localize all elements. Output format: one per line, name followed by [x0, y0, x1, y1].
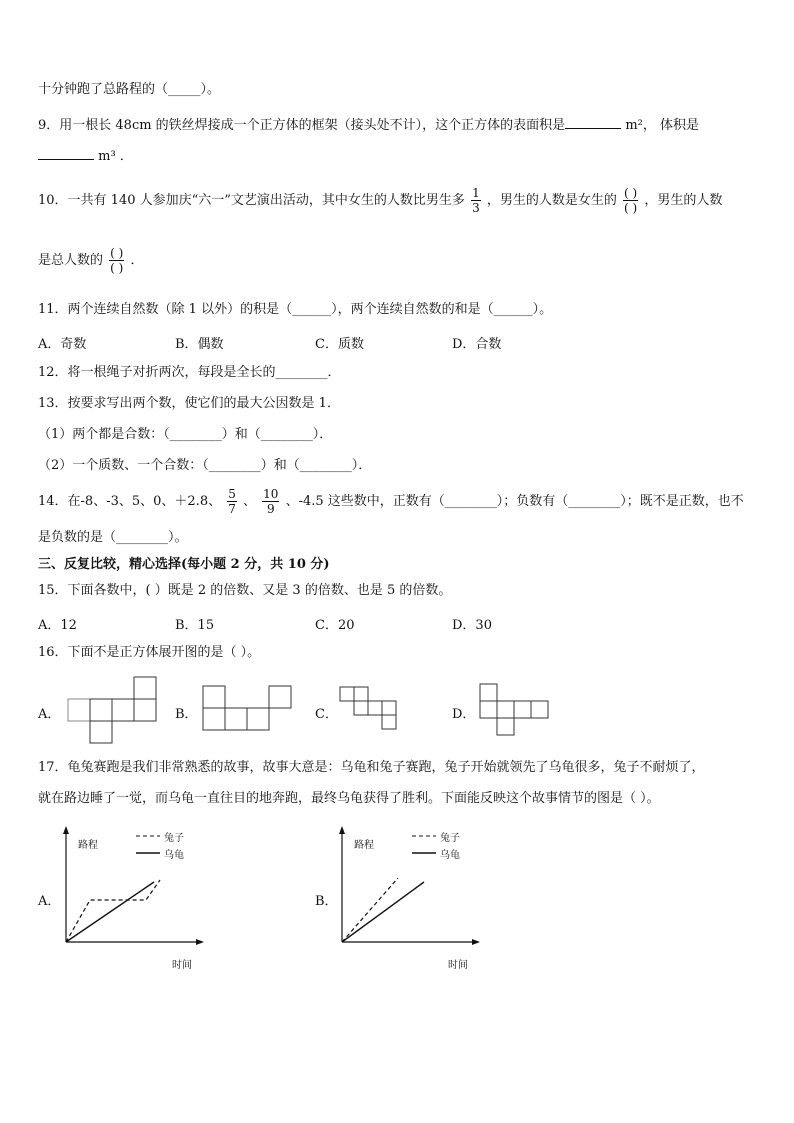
q10-text-c: ，男生的人数: [644, 193, 723, 208]
q16-question: 16．下面不是正方体展开图的是（ ）。: [38, 645, 261, 660]
q14-separator: 、: [243, 494, 257, 509]
fraction-denominator: 9: [266, 502, 275, 516]
arrow-icon: [196, 939, 204, 945]
q15-question: 15．下面各数中，( ）既是 2 的倍数、又是 3 的倍数、也是 5 的倍数。: [38, 583, 452, 598]
q9-unit-area: m²， 体积是: [625, 118, 699, 133]
q15-option-a[interactable]: A．12: [38, 618, 77, 633]
q17-line1: 17．龟兔赛跑是我们非常熟悉的故事，故事大意是：乌龟和兔子赛跑，兔子开始就领先了乌龟很多，兔子不耐烦了，: [38, 760, 705, 775]
graph-b-legend-rabbit: 兔子: [440, 833, 460, 844]
fraction-numerator: ( ): [624, 186, 638, 200]
fraction-denominator: ( ): [110, 261, 124, 275]
q9-line1: [38, 116, 699, 134]
q10-text-e: ．: [130, 253, 144, 268]
q15-option-c[interactable]: C．20: [315, 618, 355, 633]
arrow-icon: [472, 939, 480, 945]
q10-fraction-one-third: [471, 186, 481, 215]
rabbit-line: [342, 878, 398, 942]
fraction-denominator: 7: [228, 502, 236, 516]
fraction-numerator: 10: [263, 487, 279, 501]
q13-part1: （1）两个都是合数：（________）和（________）．: [38, 427, 333, 442]
q14-text-a: 14．在-8、-3、5、0、＋2.8、: [38, 494, 222, 509]
q11-option-d[interactable]: D．合数: [452, 337, 502, 352]
q10-answer-fraction-2[interactable]: [109, 246, 124, 275]
q8-tail: 十分钟跑了总路程的（_____）。: [38, 82, 221, 97]
q14-line1: [38, 487, 744, 516]
q12-question: 12．将一根绳子对折两次，每段是全长的________．: [38, 365, 341, 380]
q9-text: 9．用一根长 48cm 的铁丝焊接成一个正方体的框架（接头处不计），这个正方体的表面积是: [38, 118, 566, 133]
q14-fraction-5-7: [227, 487, 237, 516]
q14-text-b: 、-4.5 这些数中，正数有（________）；负数有（________）；既不是正数，也不: [285, 494, 744, 509]
graph-a-legend-turtle: 乌龟: [164, 850, 184, 861]
turtle-line: [342, 882, 424, 942]
q16-option-c[interactable]: C．: [315, 707, 338, 722]
cube-net-b: [203, 686, 293, 732]
q14-line2: 是负数的是（________）。: [38, 530, 188, 545]
q9-blank-volume-line[interactable]: [38, 147, 94, 160]
q9-blank-area[interactable]: [565, 116, 621, 129]
cube-net-a: [68, 677, 158, 743]
q16-option-d[interactable]: D．: [452, 707, 476, 722]
fraction-denominator: 3: [472, 201, 480, 215]
q13-part2: （2）一个质数、一个合数：（________）和（________）．: [38, 458, 372, 473]
q9-line2: [38, 147, 133, 165]
q15-option-b[interactable]: B．15: [175, 618, 215, 633]
q10-line1: [38, 186, 722, 215]
graph-a-x-label: 时间: [172, 960, 192, 971]
q10-answer-fraction-1[interactable]: [623, 186, 638, 215]
graph-b-y-label: 路程: [354, 840, 374, 851]
q10-line2: [38, 246, 144, 275]
q14-fraction-10-9: [262, 487, 279, 516]
q17-line2: 就在路边睡了一觉，而乌龟一直往目的地奔跑，最终乌龟获得了胜利。下面能反映这个故事情节的图是（ ）。: [38, 791, 660, 806]
q9-unit-volume: m³ ．: [98, 149, 133, 164]
section-3-heading: 三、反复比较，精心选择(每小题 2 分，共 10 分): [38, 557, 330, 572]
q10-text-d: 是总人数的: [38, 253, 104, 268]
q10-text-b: ，男生的人数是女生的: [486, 193, 617, 208]
cube-net-c: [340, 687, 400, 733]
q11-question: 11．两个连续自然数（除 1 以外）的积是（______），两个连续自然数的和是（______）。: [38, 302, 553, 317]
graph-a-y-label: 路程: [78, 840, 98, 851]
fraction-numerator: 1: [472, 186, 480, 200]
fraction-denominator: ( ): [624, 201, 638, 215]
q13-question: 13．按要求写出两个数，使它们的最大公因数是 1．: [38, 396, 340, 411]
q17-option-a[interactable]: A．: [38, 894, 61, 909]
q16-option-a[interactable]: A．: [38, 707, 61, 722]
arrow-icon: [339, 826, 345, 834]
q11-option-b[interactable]: B．偶数: [175, 337, 224, 352]
q16-option-b[interactable]: B．: [175, 707, 198, 722]
graph-b-legend-turtle: 乌龟: [440, 850, 460, 861]
q15-option-d[interactable]: D．30: [452, 618, 492, 633]
turtle-line: [66, 882, 154, 942]
q11-option-c[interactable]: C．质数: [315, 337, 364, 352]
q10-text-a: 10．一共有 140 人参加庆“六一”文艺演出活动，其中女生的人数比男生多: [38, 193, 465, 208]
cube-net-d: [480, 684, 552, 736]
fraction-numerator: 5: [228, 487, 236, 501]
arrow-icon: [63, 826, 69, 834]
q11-option-a[interactable]: A．奇数: [38, 337, 87, 352]
graph-b-x-label: 时间: [448, 960, 468, 971]
graph-a-legend-rabbit: 兔子: [164, 833, 184, 844]
fraction-numerator: ( ): [110, 246, 124, 260]
q17-option-b[interactable]: B．: [315, 894, 338, 909]
